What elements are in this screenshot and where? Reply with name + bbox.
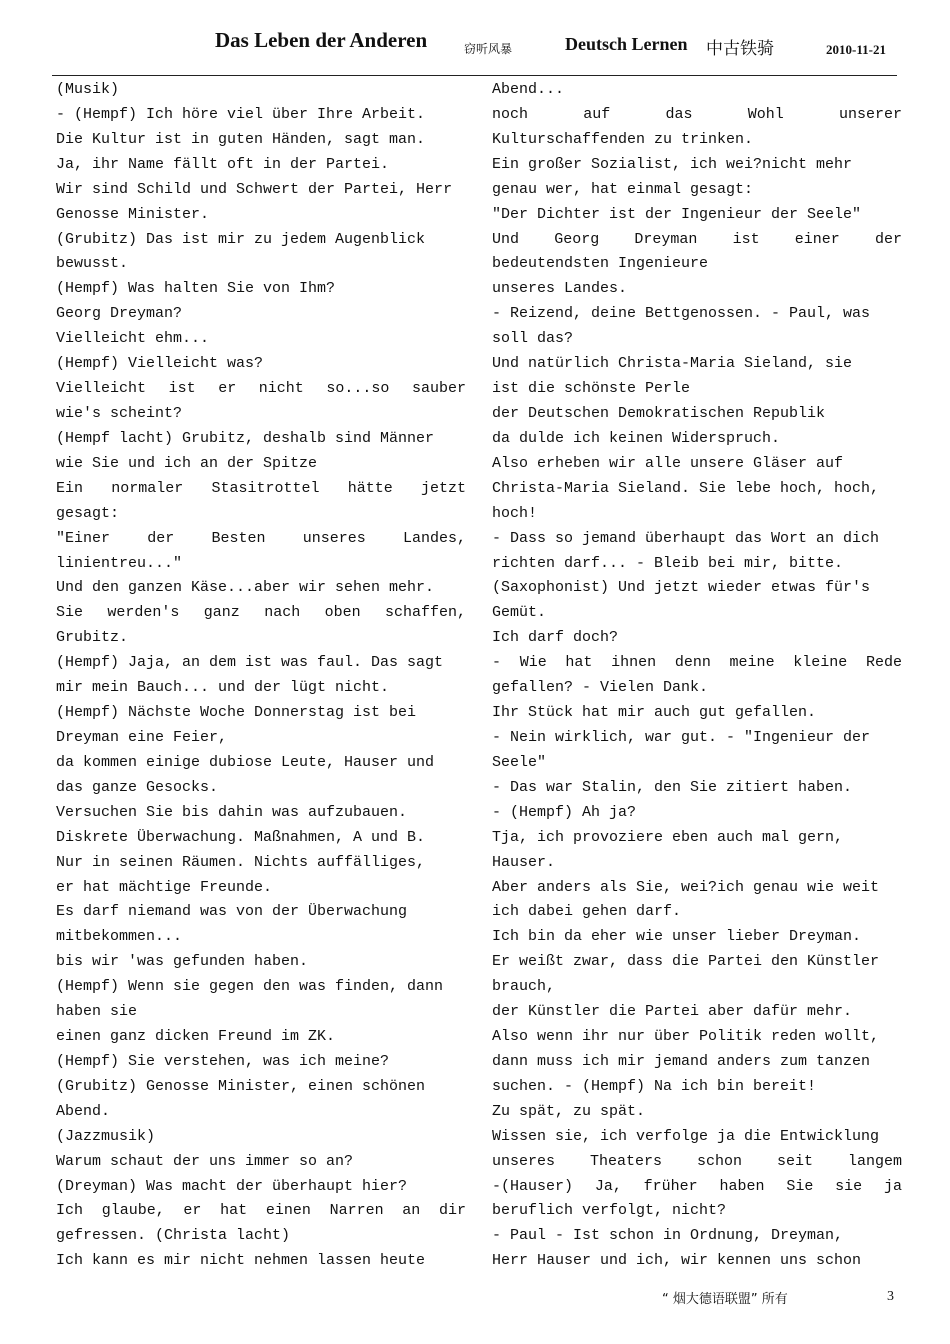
text-line: gefressen. (Christa lacht) bbox=[56, 1227, 291, 1245]
text-line: genau wer, hat einmal gesagt: bbox=[492, 180, 754, 198]
text-line: Wir sind Schild und Schwert der Partei, Herr bbox=[56, 180, 453, 198]
text-line: (Grubitz) Das ist mir zu jedem Augenblick bbox=[56, 230, 426, 248]
text-line: Zu spät, zu spät. bbox=[492, 1102, 646, 1120]
text-line: Also erheben wir alle unsere Gläser auf bbox=[492, 454, 844, 472]
text-line: (Hempf) Nächste Woche Donnerstag ist bei bbox=[56, 704, 417, 722]
text-line: suchen. - (Hempf) Na ich bin bereit! bbox=[492, 1077, 817, 1095]
text-line: (Hempf) Wenn sie gegen den was finden, dann bbox=[56, 978, 444, 996]
text-line: Abend. bbox=[56, 1102, 111, 1120]
text-line: Ich kann es mir nicht nehmen lassen heute bbox=[56, 1252, 426, 1270]
text-line: Kulturschaffenden zu trinken. bbox=[492, 130, 754, 148]
document-title-chinese: 窃听风暴 bbox=[464, 42, 513, 56]
text-line: Christa-Maria Sieland. Sie lebe hoch, hoch, bbox=[492, 479, 880, 497]
text-line: - Wie hat ihnen denn meine kleine Rede bbox=[492, 654, 902, 672]
text-line: Herr Hauser und ich, wir kennen uns schon bbox=[492, 1252, 862, 1270]
text-line: richten darf... - Bleib bei mir, bitte. bbox=[492, 554, 844, 572]
text-line: - (Hempf) Ah ja? bbox=[492, 803, 637, 821]
text-line: Georg Dreyman? bbox=[56, 305, 183, 323]
text-line: Es darf niemand was von der Überwachung bbox=[56, 903, 408, 921]
text-line: einen ganz dicken Freund im ZK. bbox=[56, 1028, 336, 1046]
text-line: mir mein Bauch... und der lügt nicht. bbox=[56, 679, 390, 697]
text-line: hoch! bbox=[492, 504, 538, 522]
text-line: Aber anders als Sie, wei?ich genau wie weit bbox=[492, 878, 880, 896]
text-line: Und natürlich Christa-Maria Sieland, sie bbox=[492, 355, 853, 373]
document-subtitle-chinese: 中古铁骑 bbox=[706, 39, 774, 59]
text-line: Seele" bbox=[492, 753, 547, 771]
text-line: noch auf das Wohl unserer bbox=[492, 105, 902, 123]
text-line: er hat mächtige Freunde. bbox=[56, 878, 273, 896]
text-line: -(Hauser) Ja, früher haben Sie sie ja bbox=[492, 1177, 902, 1195]
document-subtitle: Deutsch Lernen bbox=[565, 34, 688, 54]
text-line: beruflich verfolgt, nicht? bbox=[492, 1202, 727, 1220]
text-line: Ja, ihr Name fällt oft in der Partei. bbox=[56, 155, 390, 173]
text-line: Dreyman eine Feier, bbox=[56, 728, 228, 746]
text-line: (Grubitz) Genosse Minister, einen schönen bbox=[56, 1077, 426, 1095]
text-line: Grubitz. bbox=[56, 629, 129, 647]
text-line: da dulde ich keinen Widerspruch. bbox=[492, 429, 781, 447]
text-line: - Dass so jemand überhaupt das Wort an dich bbox=[492, 529, 880, 547]
page-header bbox=[0, 0, 950, 80]
footer-copyright: “ 烟大德语联盟” 所有 bbox=[662, 1292, 788, 1307]
text-line: wie's scheint? bbox=[56, 404, 183, 422]
text-line: "Der Dichter ist der Ingenieur der Seele" bbox=[492, 205, 862, 223]
text-line: Die Kultur ist in guten Händen, sagt man. bbox=[56, 130, 426, 148]
text-line: wie Sie und ich an der Spitze bbox=[56, 454, 318, 472]
text-line: Gemüt. bbox=[492, 604, 547, 622]
text-line: ich dabei gehen darf. bbox=[492, 903, 682, 921]
text-line: der Künstler die Partei aber dafür mehr. bbox=[492, 1003, 853, 1021]
text-line: - Das war Stalin, den Sie zitiert haben. bbox=[492, 778, 853, 796]
text-line: gesagt: bbox=[56, 504, 120, 522]
text-line: Vielleicht ehm... bbox=[56, 330, 210, 348]
text-line: Hauser. bbox=[492, 853, 556, 871]
text-line: der Deutschen Demokratischen Republik bbox=[492, 404, 826, 422]
text-line: (Hempf) Vielleicht was? bbox=[56, 355, 264, 373]
text-line: Sie werden's ganz nach oben schaffen, bbox=[56, 604, 466, 622]
text-line: dann muss ich mir jemand anders zum tanzen bbox=[492, 1052, 871, 1070]
text-line: Also wenn ihr nur über Politik reden wollt, bbox=[492, 1028, 880, 1046]
page-number: 3 bbox=[887, 1289, 894, 1304]
document-date: 2010-11-21 bbox=[826, 42, 886, 57]
text-line: Diskrete Überwachung. Maßnahmen, A und B. bbox=[56, 828, 426, 846]
text-line: Wissen sie, ich verfolge ja die Entwicklung bbox=[492, 1127, 880, 1145]
text-line: Ich darf doch? bbox=[492, 629, 619, 647]
text-line: Vielleicht ist er nicht so...so sauber bbox=[56, 380, 466, 398]
text-line: bedeutendsten Ingenieure bbox=[492, 255, 709, 273]
right-text-column bbox=[492, 78, 902, 1274]
text-line: (Hempf) Jaja, an dem ist was faul. Das sagt bbox=[56, 654, 444, 672]
text-line: - Paul - Ist schon in Ordnung, Dreyman, bbox=[492, 1227, 844, 1245]
text-line: (Musik) bbox=[56, 81, 120, 98]
text-line: ist die schönste Perle bbox=[492, 380, 691, 398]
text-line: bis wir 'was gefunden haben. bbox=[56, 953, 309, 971]
text-line: Tja, ich provoziere eben auch mal gern, bbox=[492, 828, 844, 846]
text-line: "Einer der Besten unseres Landes, bbox=[56, 529, 466, 547]
text-line: Er weißt zwar, dass die Partei den Künstler bbox=[492, 953, 880, 971]
text-line: Und Georg Dreyman ist einer der bbox=[492, 230, 902, 248]
text-line: - Reizend, deine Bettgenossen. - Paul, was bbox=[492, 305, 871, 323]
text-line: (Hempf lacht) Grubitz, deshalb sind Männer bbox=[56, 429, 435, 447]
text-line: Ich glaube, er hat einen Narren an dir bbox=[56, 1202, 466, 1220]
text-line: Versuchen Sie bis dahin was aufzubauen. bbox=[56, 803, 408, 821]
text-line: da kommen einige dubiose Leute, Hauser und bbox=[56, 753, 435, 771]
left-text-column bbox=[56, 78, 466, 1274]
text-line: Nur in seinen Räumen. Nichts auffälliges, bbox=[56, 853, 426, 871]
text-line: (Hempf) Was halten Sie von Ihm? bbox=[56, 280, 336, 298]
text-line: soll das? bbox=[492, 330, 574, 348]
document-title: Das Leben der Anderen bbox=[215, 28, 428, 52]
text-line: Ich bin da eher wie unser lieber Dreyman. bbox=[492, 928, 862, 946]
text-line: unseres Theaters schon seit langem bbox=[492, 1152, 902, 1170]
text-line: Und den ganzen Käse...aber wir sehen mehr. bbox=[56, 579, 435, 597]
text-line: Abend... bbox=[492, 81, 565, 98]
text-line: unseres Landes. bbox=[492, 280, 628, 298]
text-line: linientreu..." bbox=[56, 554, 183, 572]
text-line: Genosse Minister. bbox=[56, 205, 210, 223]
header-divider bbox=[52, 75, 897, 76]
text-line: Ein normaler Stasitrottel hätte jetzt bbox=[56, 479, 466, 497]
text-line: Ein großer Sozialist, ich wei?nicht mehr bbox=[492, 155, 853, 173]
text-line: Warum schaut der uns immer so an? bbox=[56, 1152, 354, 1170]
text-line: (Hempf) Sie verstehen, was ich meine? bbox=[56, 1052, 390, 1070]
text-line: haben sie bbox=[56, 1003, 138, 1021]
text-line: (Dreyman) Was macht der überhaupt hier? bbox=[56, 1177, 408, 1195]
text-line: Ihr Stück hat mir auch gut gefallen. bbox=[492, 704, 817, 722]
text-line: das ganze Gesocks. bbox=[56, 778, 219, 796]
text-line: bewusst. bbox=[56, 255, 129, 273]
text-line: (Saxophonist) Und jetzt wieder etwas für's bbox=[492, 579, 871, 597]
text-line: (Jazzmusik) bbox=[56, 1127, 156, 1145]
text-line: - Nein wirklich, war gut. - "Ingenieur der bbox=[492, 728, 871, 746]
text-line: - (Hempf) Ich höre viel über Ihre Arbeit. bbox=[56, 105, 426, 123]
text-line: gefallen? - Vielen Dank. bbox=[492, 679, 709, 697]
text-line: brauch, bbox=[492, 978, 556, 996]
text-line: mitbekommen... bbox=[56, 928, 183, 946]
